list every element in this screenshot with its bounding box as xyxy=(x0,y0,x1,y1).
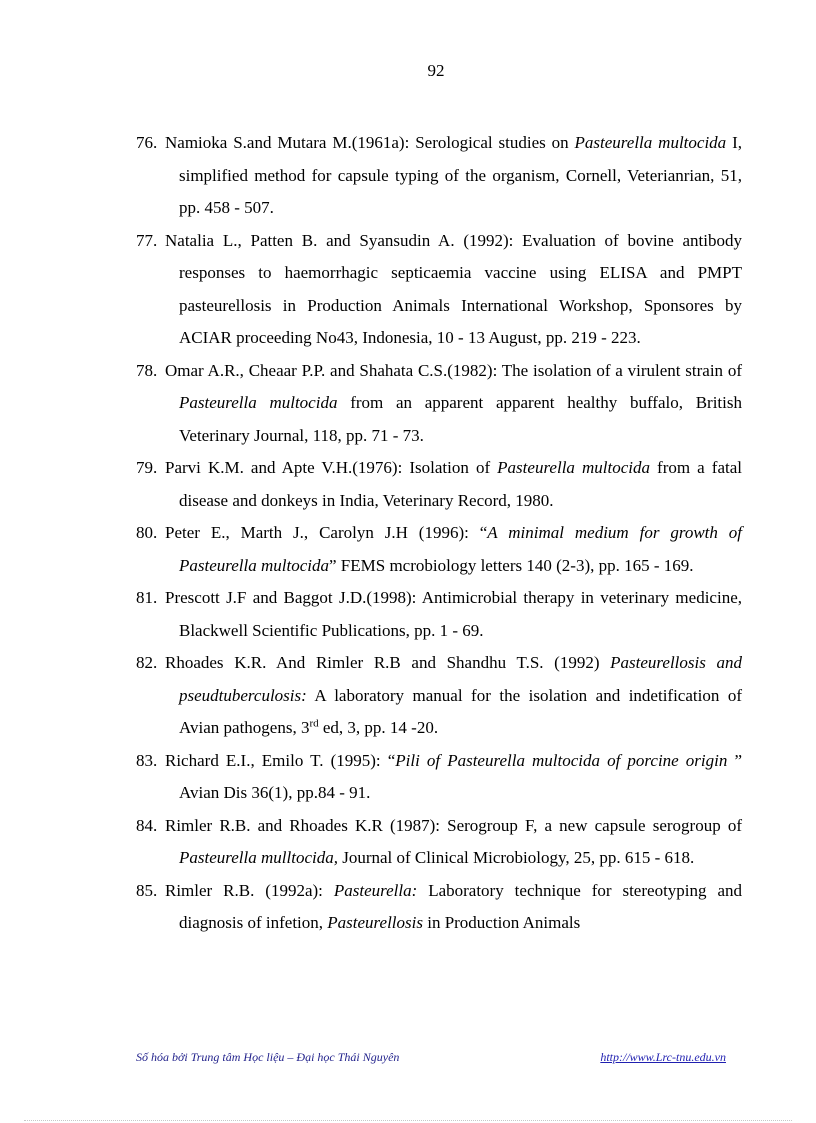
italic-text: Pasteurella multocida xyxy=(179,393,338,412)
footer-digitized-by: Số hóa bởi Trung tâm Học liệu – Đại học Thái Nguyên xyxy=(136,1050,400,1064)
reference-text-run: from an apparent apparent healthy buffalo, British Veterinary Journal, 118, pp. 71 - 73. xyxy=(179,393,742,445)
reference-text-run: Omar A.R., Cheaar P.P. and Shahata C.S.(1982): The isolation of a virulent strain of xyxy=(165,360,742,380)
reference-text-run: I, simplified method for capsule typing of the organism, Cornell, Veterianrian, 51, pp. 458 - 507. xyxy=(179,133,742,217)
page-number: 92 xyxy=(427,61,445,80)
reference-text xyxy=(165,745,742,810)
reference-text-run: from a fatal disease and donkeys in India, Veterinary Record, 1980. xyxy=(179,458,742,510)
reference-item xyxy=(136,647,742,745)
italic-text: Pasteurella mulltocida, xyxy=(179,848,338,867)
italic-text: Pili of Pasteurella multocida of porcine origin xyxy=(395,750,728,770)
reference-number: 85. xyxy=(136,880,158,900)
reference-text-run: A laboratory manual for the isolation and indetification of Avian pathogens, 3 xyxy=(179,685,742,737)
reference-text xyxy=(165,582,742,647)
reference-text xyxy=(165,225,742,355)
reference-number: 84. xyxy=(136,815,158,835)
reference-number: 77. xyxy=(136,230,158,250)
reference-text-run: Laboratory technique for stereotyping and diagnosis of infetion, xyxy=(179,880,743,932)
reference-text-run: Natalia L., Patten B. and Syansudin A. (1992): Evaluation of bovine antibody responses to haemorrhagic septicaemia vaccine using ELISA and PMPT pasteurellosis in Production Animals International Workshop, Sponsores by ACIAR proceeding No43, Indonesia, 10 - 13 August, pp. 219 - 223. xyxy=(165,230,742,347)
reference-number: 80. xyxy=(136,523,158,542)
reference-text-run: ” FEMS mcrobiology letters 140 (2-3), pp. 165 - 169. xyxy=(329,555,694,575)
reference-text xyxy=(165,875,743,940)
reference-text-run: ” Avian Dis 36(1), pp.84 - 91. xyxy=(179,750,742,802)
reference-text-run: Parvi K.M. and Apte V.H.(1976): Isolation of xyxy=(165,458,498,477)
reference-text-run: in Production Animals xyxy=(422,913,581,932)
italic-text: Pasteurellosis and pseudtuberculosis: xyxy=(179,653,743,705)
reference-text-run: Prescott J.F and Baggot J.D.(1998): Antimicrobial therapy in veterinary medicine, Blackwell Scientific Publications, pp. 1 - 69. xyxy=(165,588,742,640)
reference-text-run: Richard E.I., Emilo T. (1995): “ xyxy=(165,750,396,770)
reference-number: 82. xyxy=(136,653,158,672)
italic-text: Pasteurella multocida xyxy=(574,133,727,152)
reference-item xyxy=(136,517,742,582)
superscript-text: rd xyxy=(309,717,319,730)
reference-text xyxy=(165,127,742,225)
reference-text xyxy=(165,647,743,745)
reference-item xyxy=(136,452,742,517)
reference-text-run: Peter E., Marth J., Carolyn J.H (1996): “ xyxy=(165,523,488,542)
reference-text xyxy=(165,517,743,582)
reference-list xyxy=(136,127,742,940)
reference-item xyxy=(136,582,742,647)
reference-text-run: Rhoades K.R. And Rimler R.B and Shandhu T.S. (1992) xyxy=(165,653,611,672)
reference-text xyxy=(165,452,742,517)
reference-item xyxy=(136,745,742,810)
reference-text xyxy=(165,810,742,875)
reference-text xyxy=(165,355,742,453)
reference-item xyxy=(136,127,742,225)
reference-item xyxy=(136,355,742,453)
italic-text: Pasteurellosis xyxy=(327,913,423,932)
italic-text: Pasteurella: xyxy=(333,880,418,900)
reference-number: 81. xyxy=(136,588,158,607)
reference-text-run: ed, 3, pp. 14 -20. xyxy=(318,718,439,737)
reference-text-run: Namioka S.and Mutara M.(1961a): Serological studies on xyxy=(165,133,575,152)
italic-text: Pasteurella multocida xyxy=(497,458,650,477)
reference-number: 83. xyxy=(136,750,158,770)
reference-text-run: Journal of Clinical Microbiology, 25, pp. 615 - 618. xyxy=(337,848,695,867)
reference-item xyxy=(136,875,742,940)
reference-number: 76. xyxy=(136,133,158,152)
italic-text: A minimal medium for growth of Pasteurella multocida xyxy=(179,523,743,575)
page-bottom-rule xyxy=(24,1120,792,1121)
reference-item xyxy=(136,225,742,355)
footer-link[interactable]: http://www.Lrc-tnu.edu.vn xyxy=(600,1050,726,1064)
reference-text-run: Rimler R.B. (1992a): xyxy=(165,880,334,900)
reference-number: 78. xyxy=(136,360,158,380)
reference-text-run: Rimler R.B. and Rhoades K.R (1987): Serogroup F, a new capsule serogroup of xyxy=(165,815,742,835)
reference-item xyxy=(136,810,742,875)
reference-number: 79. xyxy=(136,458,158,477)
